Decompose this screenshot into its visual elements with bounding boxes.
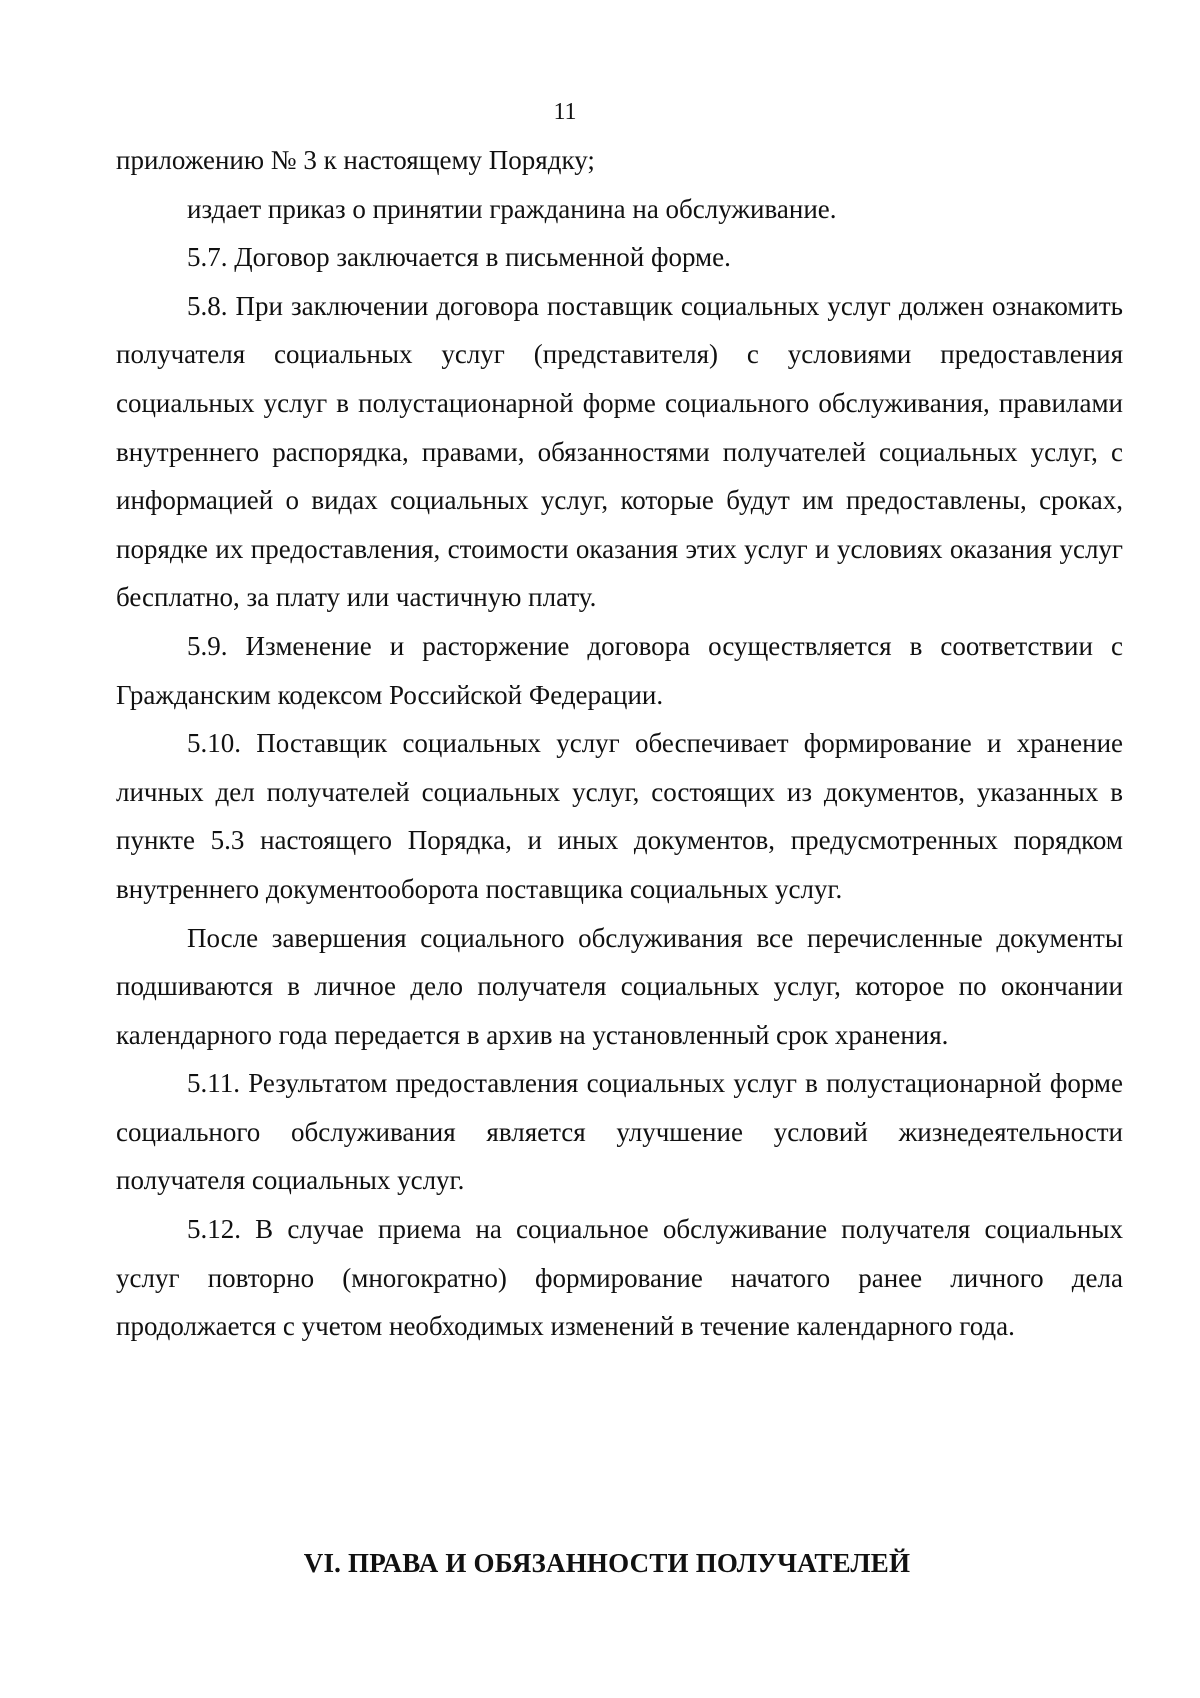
paragraph-continuation: приложению № 3 к настоящему Порядку; [116,145,595,175]
paragraph-5-10: 5.10. Поставщик социальных услуг обеспечивает формирование и хранение личных дел получателей социальных услуг, состоящих из документов, указанных в пункте 5.3 настоящего Порядка, и иных документов, предусмотренных порядком внутреннего документооборота поставщика социальных услуг. [116,728,1123,904]
paragraph-5-9: 5.9. Изменение и расторжение договора осуществляется в соответствии с Гражданским кодексом Российской Федерации. [116,630,1123,710]
document-body [116,136,1123,1351]
paragraph-5-7: 5.7. Договор заключается в письменной форме. [187,242,731,273]
paragraph-5-8: 5.8. При заключении договора поставщик социальных услуг должен ознакомить получателя социальных услуг (представителя) с условиями предоставления социальных услуг в полустационарной форме социального обслуживания, правилами внутреннего распорядка, правами, обязанностями получателей социальных услуг, с информацией о видах социальных услуг, которые будут им предоставлены, сроках, порядке их предоставления, стоимости оказания этих услуг и условиях оказания услуг бесплатно, за плату или частичную плату. [116,290,1123,613]
paragraph-5-11: 5.11. Результатом предоставления социальных услуг в полустационарной форме социального обслуживания является улучшение условий жизнедеятельности получателя социальных услуг. [116,1068,1123,1196]
page-number: 11 [553,99,577,125]
paragraph-order-issue: издает приказ о принятии гражданина на обслуживание. [187,193,837,224]
section-heading: VI. ПРАВА И ОБЯЗАННОСТИ ПОЛУЧАТЕЛЕЙ [303,1548,911,1578]
paragraph-5-12: 5.12. В случае приема на социальное обслуживание получателя социальных услуг повторно (многократно) формирование начатого ранее личного дела продолжается с учетом необходимых изменений в течение календарного года. [116,1214,1123,1342]
paragraph-after-completion: После завершения социального обслуживания все перечисленные документы подшиваются в личное дело получателя социальных услуг, которое по окончании календарного года передается в архив на установленный срок хранения. [116,922,1123,1050]
